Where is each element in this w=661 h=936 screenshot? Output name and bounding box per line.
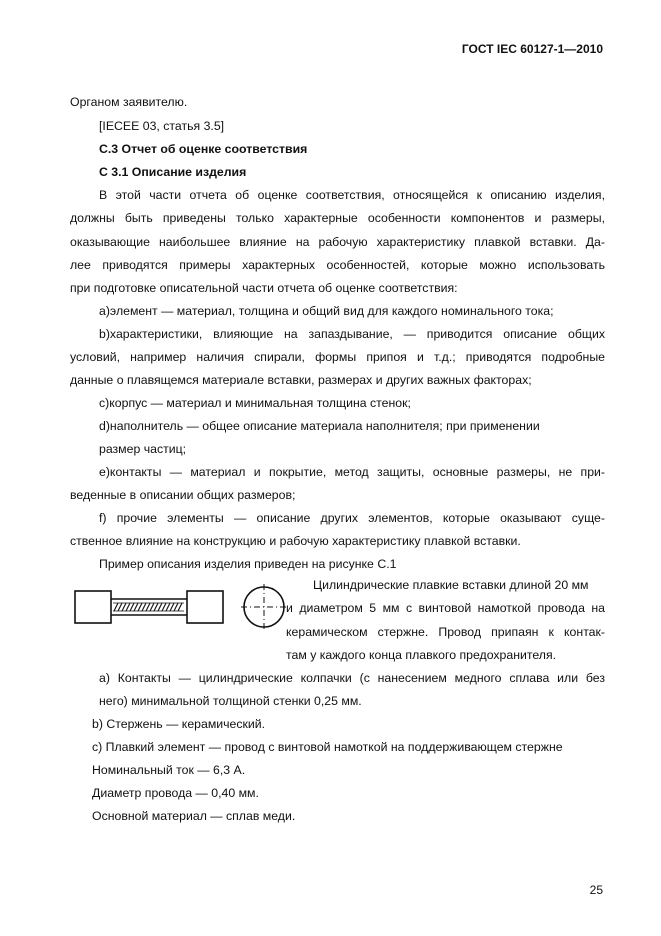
- desc-rated-current: Номинальный ток — 6,3 А.: [92, 763, 246, 777]
- section-heading-c31: С 3.1 Описание изделия: [99, 165, 247, 179]
- list-item-b-cont: условий, например наличия спирали, формы припоя и т.д.; приводятся подробные: [70, 350, 605, 364]
- paragraph-line: В этой части отчета об оценке соответствия, относящейся к описанию изделия,: [99, 188, 605, 202]
- paragraph-line: оказывающие наибольшее влияние на рабочую характеристику плавкой вставки. Да-: [70, 235, 605, 249]
- reference-text: [IECEE 03, статья 3.5]: [99, 119, 225, 133]
- page-number: 25: [589, 883, 603, 897]
- figure-caption-line: керамическом стержне. Провод припаян к контак-: [286, 625, 605, 639]
- paragraph-line: при подготовке описательной части отчета об оценке соответствия:: [70, 281, 458, 295]
- desc-element: c) Плавкий элемент — провод с винтовой намоткой на поддерживающем стержне: [92, 740, 563, 754]
- list-item-d-cont: размер частиц;: [99, 442, 187, 456]
- list-item-d: d)наполнитель — общее описание материала наполнителя; при применении: [99, 419, 540, 433]
- figure-caption-line: там у каждого конца плавкого предохранителя.: [286, 648, 557, 662]
- fuse-cross-section-figure: [240, 583, 288, 631]
- figure-caption-line: и диаметром 5 мм с винтовой намоткой провода на: [286, 601, 605, 615]
- list-item-f-cont: ственное влияние на конструкцию и рабочую характеристику плавкой вставки.: [70, 534, 521, 548]
- paragraph-text: Органом заявителю.: [70, 95, 188, 109]
- list-item-e: e)контакты — материал и покрытие, метод защиты, основные размеры, не при-: [99, 465, 605, 479]
- desc-wire-diameter: Диаметр провода — 0,40 мм.: [92, 786, 259, 800]
- document-code-header: ГОСТ IEC 60127-1—2010: [461, 42, 603, 56]
- desc-rod: b) Стержень — керамический.: [92, 717, 266, 731]
- fuse-side-view-figure: [74, 585, 226, 629]
- section-heading-c3: С.3 Отчет об оценке соответствия: [99, 142, 308, 156]
- list-item-c: c)корпус — материал и минимальная толщина стенок;: [99, 396, 411, 410]
- paragraph-line: лее приводятся примеры характерных особенностей, которые можно использовать: [70, 258, 605, 272]
- list-item-a: a)элемент — материал, толщина и общий вид для каждого номинального тока;: [99, 304, 554, 318]
- example-intro: Пример описания изделия приведен на рисунке С.1: [99, 557, 397, 571]
- list-item-f: f) прочие элементы — описание других элементов, которые оказывают суще-: [99, 511, 605, 525]
- desc-base-material: Основной материал — сплав меди.: [92, 809, 296, 823]
- list-item-b: b)характеристики, влияющие на запаздывание, — приводится описание общих: [99, 327, 605, 341]
- list-item-e-cont: веденные в описании общих размеров;: [70, 488, 296, 502]
- list-item-b-cont: данные о плавящемся материале вставки, размерах и других важных факторах;: [70, 373, 532, 387]
- figure-caption-line: Цилиндрические плавкие вставки длиной 20 мм: [313, 578, 589, 592]
- desc-contacts-cont: него) минимальной толщиной стенки 0,25 мм.: [99, 694, 362, 708]
- paragraph-line: должны быть приведены только характерные особенности компонентов и размеры,: [70, 211, 605, 225]
- desc-contacts: a) Контакты — цилиндрические колпачки (с нанесением медного сплава или без: [99, 671, 605, 685]
